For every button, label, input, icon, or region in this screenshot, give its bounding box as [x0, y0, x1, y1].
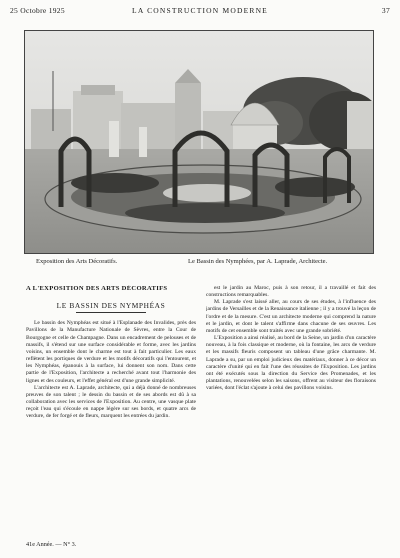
paragraph: est le jardin au Maroc, puis à son retour, il a travaillé et fait des constructions remarquables.	[206, 285, 376, 299]
article-column-right	[206, 285, 376, 535]
section-heading: A L'EXPOSITION DES ARTS DÉCORATIFS	[26, 285, 168, 292]
article-column-left	[26, 285, 196, 535]
page-number: 37	[381, 6, 390, 15]
paragraph: L'architecte est A. Laprade, architecte, qui a déjà donné de nombreuses preuves de son talent ; le dessin du bassin et de ses abords est dû à sa collaboration avec les services de l'Exposition. Au centre, une vasque plate reçoit l'eau qui s'écoule en nappe légère sur ses bords, et quatre arcs de verdure, de fer forgé et de fleurs, marquent les entrées du jardin.	[26, 384, 196, 420]
page-header	[10, 6, 390, 18]
page-footer: 41e Année. — N° 3.	[26, 541, 77, 548]
title-rule	[76, 312, 146, 313]
article-title: LE BASSIN DES NYMPHÉAS	[56, 301, 166, 311]
caption-right: Le Bassin des Nymphées, par A. Laprade, Architecte.	[188, 258, 328, 265]
paragraph: Le bassin des Nymphéas est situé à l'Esplanade des Invalides, près des Pavillons de la Manufacture Nationale de Sèvres, entre la Cour de Bourgogne et celle de Champagne. Dans un encadrement de pelouses et de massifs, il s'étend sur une surface considérable et forme, avec les jardins voisins, un ensemble dont le charme est tout à fait particulier. Les eaux reflètent les portiques de verdure et les motifs décoratifs qui l'entourent, et les Nymphéas, épanouis à la surface, lui donnent son nom. Dans cette partie de l'Exposition, l'architecte a recherché avant tout l'harmonie des lignes et des couleurs, et l'effet général est d'une grande simplicité.	[26, 320, 196, 384]
paragraph: L'Exposition a ainsi réalisé, au bord de la Seine, un jardin d'un caractère nouveau, à la fois classique et moderne, où la fontaine, les arcs de verdure et les massifs fleuris composent un tableau d'une grâce charmante. M. Laprade a su, par un emploi judicieux des matériaux, donner à ce décor un caractère d'unité qui en fait l'une des réussites de l'Exposition. Les jardins ont été exécutés sous la direction du Service des Promenades, et les plantations, renouvelées selon les saisons, offrent au visiteur des floraisons variées, dont l'éclat s'ajoute à celui des pavillons voisins.	[206, 335, 376, 392]
issue-date: 25 Octobre 1925	[10, 6, 65, 15]
journal-title: LA CONSTRUCTION MODERNE	[132, 6, 268, 15]
garden-photograph	[24, 30, 374, 254]
caption-left: Exposition des Arts Décoratifs.	[36, 258, 118, 265]
photo-caption	[24, 258, 372, 268]
paragraph: M. Laprade s'est laissé aller, au cours de ses études, à l'influence des jardins de Versailles et de la Renaissance italienne ; il y a trouvé la leçon de l'ordre et de la mesure. C'est un architecte moderne qui comprend la nature et le jardin, et dont le talent s'affirme dans chacune de ses œuvres. Les motifs de cet ensemble sont traités avec une grande sobriété.	[206, 299, 376, 334]
